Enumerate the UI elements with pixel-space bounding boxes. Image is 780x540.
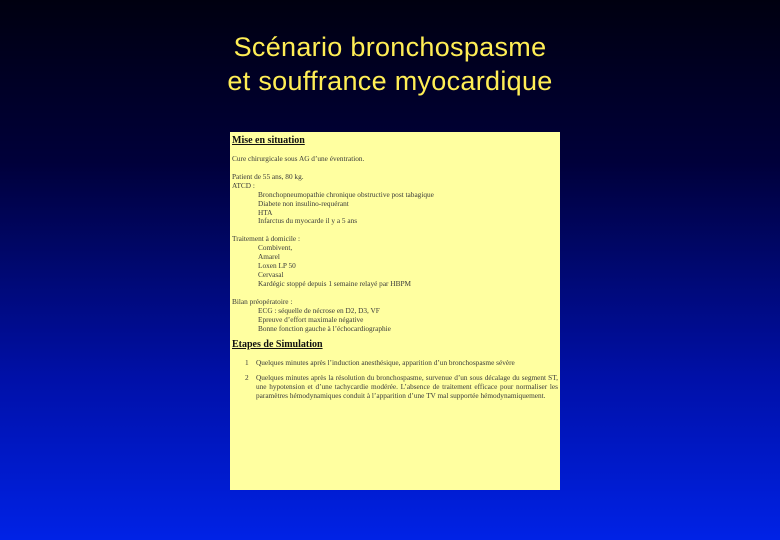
simulation-step [232, 359, 558, 368]
treatment-item: Cervasal [258, 269, 284, 279]
step-text: Quelques minutes après la résolution du bronchospasme, survenue d’un sous décalage du segment ST, une hypotension et d’une tachycardie modérée. L’absence de traitement efficace pour normaliser les paramètres hémodynamiques conduit à l’apparition d’une TV mal supportée hémodynamiquement. [256, 373, 558, 401]
patient-info: Patient de 55 ans, 80 kg. [232, 171, 304, 181]
simulation-steps-list [232, 359, 558, 401]
bilan-item: ECG : séquelle de nécrose en D2, D3, VF [258, 305, 380, 315]
scenario-document [230, 132, 560, 490]
simulation-step [232, 374, 558, 401]
bilan-item: Bonne fonction gauche à l’échocardiographie [258, 323, 391, 333]
slide-title-line-1: Scénario bronchospasme [233, 32, 547, 62]
step-text: Quelques minutes après l’induction anesthésique, apparition d’un bronchospasme sévère [256, 358, 515, 368]
section-heading-mise-en-situation: Mise en situation [232, 135, 305, 146]
atcd-item: Bronchopneumopathie chronique obstructive post tabagique [258, 189, 434, 199]
atcd-list [232, 191, 558, 227]
treatment-item: Loxen LP 50 [258, 261, 296, 271]
atcd-item: Infarctus du myocarde il y a 5 ans [258, 216, 358, 226]
section-heading-etapes-simulation: Etapes de Simulation [232, 339, 323, 351]
treatment-item: Combivent, [258, 243, 293, 253]
treatment-item: Kardégic stoppé depuis 1 semaine relayé par HBPM [258, 278, 411, 288]
step-number: 2 [245, 373, 249, 383]
atcd-item: HTA [258, 207, 273, 217]
slide-title [0, 30, 780, 98]
treatment-list [232, 244, 558, 289]
bilan-item: Epreuve d’effort maximale négative [258, 314, 364, 324]
bilan-list [232, 307, 558, 334]
atcd-label: ATCD : [232, 180, 255, 190]
treatment-label: Traitement à domicile : [232, 234, 301, 244]
bilan-label: Bilan préopératoire : [232, 296, 293, 306]
treatment-item: Amarel [258, 252, 280, 262]
step-number: 1 [245, 358, 249, 368]
atcd-item: Diabete non insulino-requérant [258, 198, 349, 208]
surgery-context: Cure chirurgicale sous AG d’une éventration. [232, 154, 365, 163]
slide-title-line-2: et souffrance myocardique [227, 66, 553, 96]
